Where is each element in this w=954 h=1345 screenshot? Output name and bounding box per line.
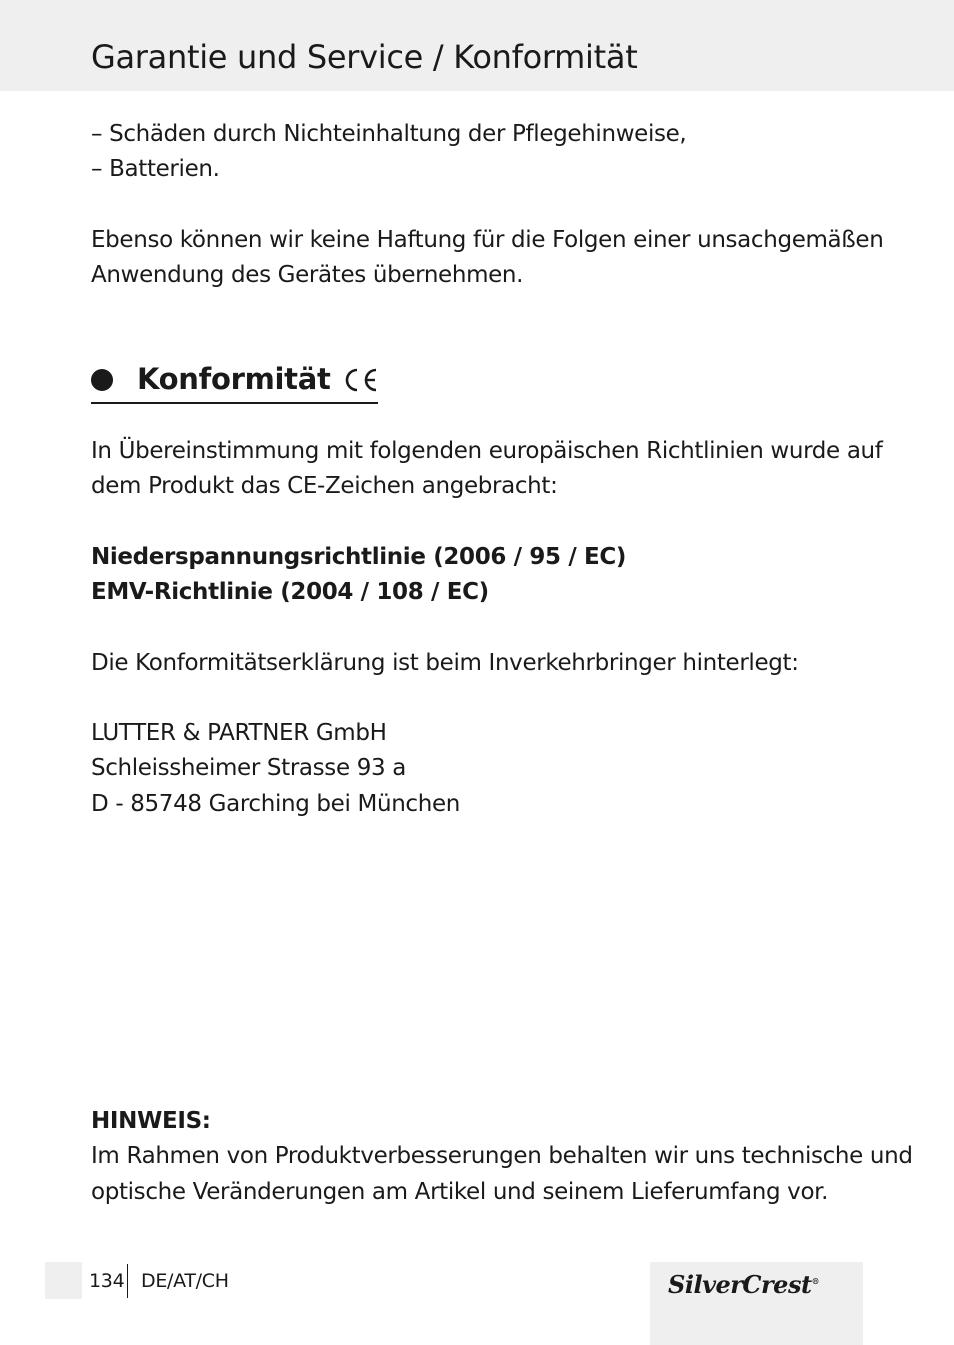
conformity-line-2: dem Produkt das CE-Zeichen angebracht:: [91, 473, 558, 499]
language-codes: DE/AT/CH: [141, 1270, 229, 1292]
note-line-2: optische Veränderungen am Artikel und seinem Lieferumfang vor.: [91, 1179, 829, 1205]
header-band: [0, 0, 954, 91]
ce-mark-icon: [343, 367, 379, 393]
declaration-text: Die Konformitätserklärung ist beim Inverkehrbringer hinterlegt:: [91, 650, 799, 676]
footer-divider: [127, 1264, 128, 1298]
footer-marker-box: [45, 1262, 82, 1299]
section-heading-conformity: [91, 360, 378, 404]
list-item-batteries: – Batterien.: [91, 156, 220, 182]
liability-line-2: Anwendung des Gerätes übernehmen.: [91, 262, 524, 288]
brand-name: SilverCrest: [668, 1270, 812, 1299]
conformity-line-1: In Übereinstimmung mit folgenden europäischen Richtlinien wurde auf: [91, 438, 883, 464]
note-line-1: Im Rahmen von Produktverbesserungen behalten wir uns technische und: [91, 1143, 913, 1169]
page-number: 134: [89, 1270, 125, 1292]
brand-registered-mark: ®: [811, 1276, 820, 1286]
page-title: Garantie und Service / Konformität: [91, 38, 638, 76]
address-street: Schleissheimer Strasse 93 a: [91, 755, 406, 781]
brand-logo-box: [650, 1262, 863, 1345]
directive-emv: EMV-Richtlinie (2004 / 108 / EC): [91, 579, 489, 605]
address-company: LUTTER & PARTNER GmbH: [91, 720, 387, 746]
directive-low-voltage: Niederspannungsrichtlinie (2006 / 95 / EC): [91, 544, 627, 570]
list-item-care: – Schäden durch Nichteinhaltung der Pflegehinweise,: [91, 121, 687, 147]
bullet-icon: [91, 369, 113, 391]
liability-line-1: Ebenso können wir keine Haftung für die Folgen einer unsachgemäßen: [91, 227, 884, 253]
note-heading: HINWEIS:: [91, 1108, 211, 1134]
address-city: D - 85748 Garching bei München: [91, 791, 460, 817]
section-title: Konformität: [137, 362, 331, 396]
brand-logo: [668, 1270, 819, 1299]
